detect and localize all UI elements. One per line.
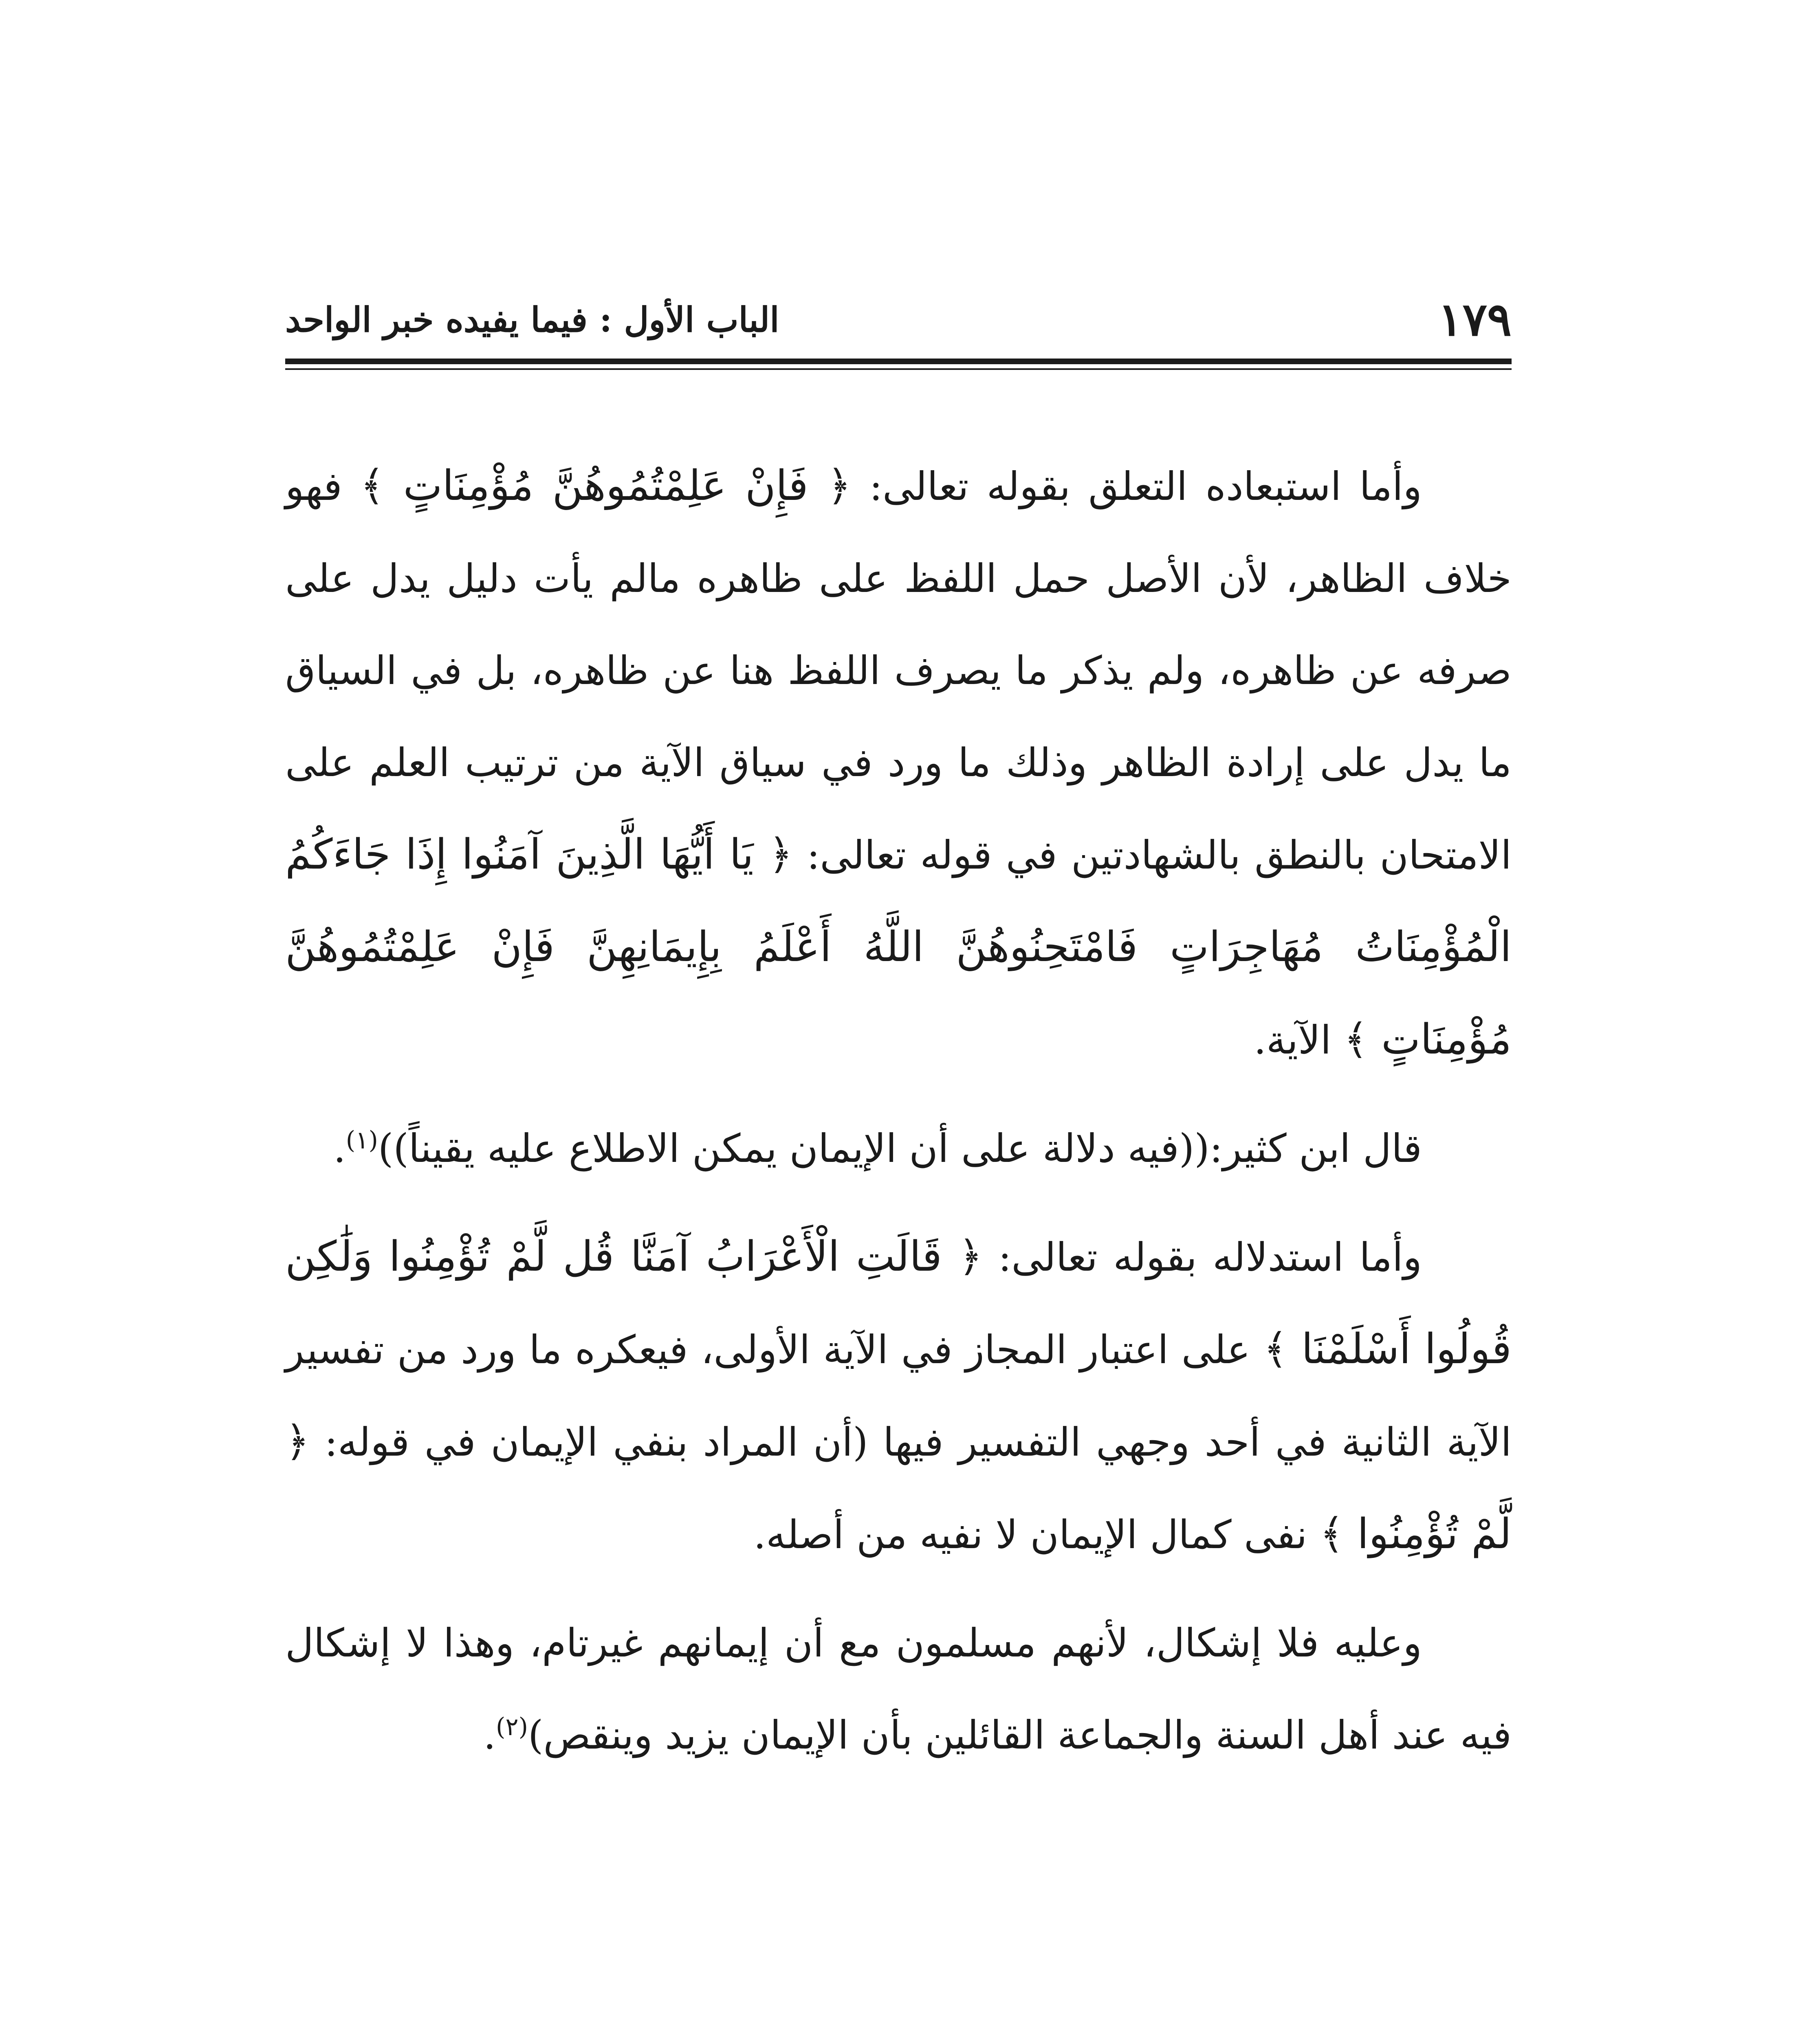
paragraph-1-end: الآية. xyxy=(1254,1017,1331,1063)
paragraph-3-end: نفى كمال الإيمان لا نفيه من أصله. xyxy=(753,1512,1307,1557)
header-rule-thin xyxy=(285,368,1512,370)
quran-verse-3: ﴿ قَالَتِ الْأَعْرَابُ آمَنَّا قُل لَّمْ تُؤْمِنُوا وَلَٰكِن قُولُوا أَسْلَمْنَا ﴾ xyxy=(285,1232,1512,1373)
paragraph-3-intro: وأما استدلاله بقوله تعالى: xyxy=(998,1234,1422,1280)
page-header xyxy=(285,281,1512,350)
paragraph-4-text: وعليه فلا إشكال، لأنهم مسلمون مع أن إيمانهم غيرتام، وهذا لا إشكال فيه عند أهل السنة والجماعة القائلين بأن الإيمان يزيد وينقص) xyxy=(285,1620,1512,1758)
paragraph-3-text: على اعتبار المجاز في الآية الأولى، فيعكره ما ورد من تفسير الآية الثانية في أحد وجهي التفسير فيها (أن المراد بنفي الإيمان في قوله: xyxy=(285,1327,1512,1465)
paragraph-1 xyxy=(285,440,1512,1086)
paragraph-2-text: قال ابن كثير:((فيه دلالة على أن الإيمان يمكن الاطلاع عليه يقيناً)) xyxy=(378,1126,1422,1171)
quran-verse-1: ﴿ فَإِنْ عَلِمْتُمُوهُنَّ مُؤْمِنَاتٍ ﴾ xyxy=(360,462,852,510)
quran-verse-2: ﴿ يَا أَيُّهَا الَّذِينَ آمَنُوا إِذَا جَاءَكُمُ الْمُؤْمِنَاتُ مُهَاجِرَاتٍ فَامْتَحِنُوهُنَّ اللَّهُ أَعْلَمُ بِإِيمَانِهِنَّ فَإِنْ عَلِمْتُمُوهُنَّ مُؤْمِنَاتٍ ﴾ xyxy=(285,830,1512,1064)
paragraph-4 xyxy=(285,1597,1512,1781)
running-title: الباب الأول : فيما يفيده خبر الواحد xyxy=(285,299,779,340)
paragraph-1-intro: وأما استبعاده التعلق بقوله تعالى: xyxy=(869,464,1422,509)
paragraph-2 xyxy=(285,1102,1512,1194)
header-rule-thick xyxy=(285,359,1512,364)
main-text xyxy=(285,440,1512,1797)
footnote-ref-1: (١) xyxy=(346,1126,378,1155)
quran-verse-4: ﴿ لَّمْ تُؤْمِنُوا ﴾ xyxy=(285,1417,1512,1558)
paragraph-4-end: . xyxy=(483,1712,496,1758)
paragraph-2-end: . xyxy=(333,1126,346,1171)
page-number: ١٧٩ xyxy=(1438,293,1512,346)
paragraph-1-text: فهو خلاف الظاهر، لأن الأصل حمل اللفظ على ظاهره مالم يأت دليل يدل على صرفه عن ظاهره، ولم يذكر ما يصرف اللفظ هنا عن ظاهره، بل في السياق ما يدل على إرادة الظاهر وذلك ما ورد في سياق الآية من ترتيب العلم على الامتحان بالنطق بالشهادتين في قوله تعالى: xyxy=(285,464,1512,878)
paragraph-3 xyxy=(285,1211,1512,1581)
footnote-ref-2: (٢) xyxy=(495,1713,528,1741)
